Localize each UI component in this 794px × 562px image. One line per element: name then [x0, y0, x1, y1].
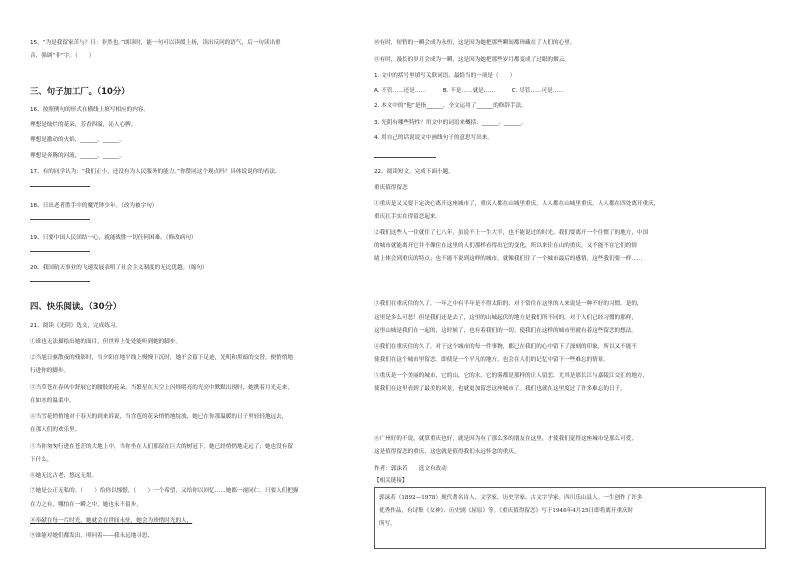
passage-line: 在如水的温柔中，	[30, 398, 75, 404]
q3-prompt: 3. 光阴有哪些特性？用文中的词语来概括：______、______。	[374, 120, 527, 126]
q21-prompt: 21、阅读《光阴》选文，完成练习。	[30, 323, 122, 329]
passage-line: ②当旭日驱散夜的残影时，当夕阳在地平线上慢慢下沉时，她不会留下足迹，光明和黑暗的交替，便悄悄地	[30, 355, 293, 361]
article-line: 使我们在这里看到了最美的风景，也就更加留恋这座城市了。我们也就在这里度过了许多难忘的日子。	[374, 386, 626, 392]
article-line: 重庆扛手实在得留恋起来。	[374, 214, 442, 220]
link-text-line: 郭沫若（1892—1978）现代著名诗人、文学家、历史学家、古文字学家。四川乐山县人。一生创作了许多	[379, 495, 643, 501]
q1-prompt: 1. 文中的括号里填写关联词语，最恰当的一项是（ ）	[374, 73, 516, 79]
article-line: ④我们在重庆住的久了，对于这个城市的每一件事物，都已在我们的心中留下了深刻的印象，所以又不能不	[374, 344, 637, 350]
article-line: 使我们在这个城市里留恋。即使是一个平凡的地方，也会在人们的记忆中留下一些难忘的情景。	[374, 357, 609, 363]
q15-line2: 音，强调“非”字。（ ）	[30, 53, 95, 59]
related-link-box	[374, 487, 766, 549]
answer-line	[374, 157, 436, 158]
q22-prompt: 22、阅读短文，完成下面小题。	[374, 169, 454, 175]
q16-blank-1: 理想是激动的火焰，______，______。	[30, 137, 126, 143]
article-line: ①重庆是又又要下定决心离开这座城市了，重庆人都在山城里重庆，人人都在山城里重庆，人人都在四处离开重庆，	[374, 201, 660, 207]
link-heading: 【相关链接】	[374, 478, 408, 484]
article-line: 这里山城是我们在一起的，这时候了，也有着我们的一切。使我们在这样的城市里就有着这些留恋的想法。	[374, 328, 637, 334]
q20-prompt: 20、我国航天事业的飞速发展表明了社会主义制度的无比优越。（缩句）	[30, 265, 208, 271]
passage-line: ⑨谁能对她们都发出，叩问着——我永远地寻思，	[30, 533, 154, 539]
passage-line: ④当雪花悄悄地对于春天的到来诉说，当含苞的花朵悄悄地绽放，她已在你那温暖的日子里轻轻地远去，	[30, 414, 288, 420]
answer-line	[30, 186, 90, 187]
link-text-line: 所写。	[379, 521, 396, 527]
passage-line: ⑤当你匆匆行进在苍茫的大地上中，当你坐在人们那留在巨大的树冠下，她已经悄悄地走远了；她也没有留	[30, 444, 293, 450]
passage-line: 在那人们的欢乐里。	[30, 427, 81, 433]
section3-title: 三、句子加工厂。（10分）	[30, 86, 130, 96]
passage-line: ⑥她无比古老，悠远无垠。	[30, 473, 98, 479]
q16-example: 理想是灿烂的花朵，芳香四溢，沁人心脾。	[30, 122, 137, 128]
author-line: 作者：郭沫若 选文有改动	[374, 466, 447, 472]
passage-line: ⑦她是公正无私的。（ ）给你以憧憬，（ ）一个希望，又给你以回忆……她都一视同仁。只要人们把握	[30, 488, 299, 494]
q16-prompt: 16、按照例句的形式在横线上填写相应的内容。	[30, 107, 149, 113]
q18-prompt: 18、日出老者胜手中的魔咒钟少年。（改为被字句）	[30, 203, 158, 209]
passage-line: 在力之有，哪怕在一瞬之中，她也永不留步，	[30, 502, 142, 508]
section4-title: 四、快乐阅读。（30分）	[30, 301, 122, 311]
q4-prompt: 4. 用自己的话说说文中画线句子的意思写出来。	[374, 135, 493, 141]
q16-blank-2: 理想是奔腾的河流，______，______。	[30, 153, 126, 159]
article-line: ⑥广州好的不说，就算重庆也好，就是因为有了那么多的朋友在这里，才使我们觉得这座城市是那么可爱，	[374, 436, 637, 442]
q19-prompt: 19、只要中国人民团结一心，就能战胜一切任何困难。（修改病句）	[30, 235, 197, 241]
q2-prompt: 2. 本文中的“他”是指______，全文运用了______的修辞手法。	[374, 103, 527, 109]
passage-line: 行进你的脚步。	[30, 368, 70, 374]
passage-line: ⑩有时，短暂的一瞬会成为永恒，这是因为她把那些瞬间都珍藏在了人们的心里。	[374, 40, 576, 46]
passage-line: ①谁也无法描绘出她的面目，但世界上处处能听到她的脚步。	[30, 339, 182, 345]
q17-prompt: 17、有的同学认为：“我们正小，还没有为人民服务的能力。”你赞同这个观点吗？具体说说你的看法。	[30, 169, 281, 175]
article-line: 这是值得留恋的重庆，这也就是值得我们永远怀念的重庆。	[374, 449, 520, 455]
q1-options: A. 不管……还是…… B. 不是……就是…… C. 尽管……可是……	[374, 88, 564, 94]
article-line: ③我们在重庆住的久了，一年之中有半年是不得太阳的，对于常住在这里的人来说是一种不好的习惯。是的，	[374, 301, 643, 307]
q15-line1: 15、“为是我留家苦与？日：非然也。”朗读时，能一句可以读缓上扬，读出反问的语气，后一句读出重	[30, 40, 281, 46]
article-line: 的城市就能离开它并不像住在这里的人们那样看得出它的变化，所以来住在山的重庆，又不能不在它们的情	[374, 243, 637, 249]
article-line: 绪上体会到重庆的特点；也不能不说到这样的城市，就像我们住了一个城市最后的感情，这些我们要一样……	[374, 256, 643, 262]
article-line: 这里是多么可恶！但是我们还是去了，这里的山城起伏的地方是我们所不同的。对于人们已经习惯的那样，	[374, 315, 637, 321]
link-text-line: 优秀作品，有诗集《女神》、历史剧《屈原》等。《重庆值得留恋》写于1946年4月25日即将离开重庆时	[379, 508, 634, 514]
underlined-passage-line: ⑧奉献在每一片时光，她就会在世间永驻，她会为珍惜时光的人，	[30, 518, 193, 524]
answer-line	[30, 281, 90, 282]
passage-line: ⑪有时，漫长的岁月会成为一瞬，这是因为她把那些岁月都变成了过眼的烟云。	[374, 57, 570, 63]
article-line: ②我们这些人一住就住了七八年，虽说不上一生大半，也不能说过的时光。我们要离开一个住惯了的地方，中国	[374, 230, 649, 236]
answer-line	[30, 251, 90, 252]
article-title: 重庆值得留恋	[374, 185, 408, 191]
answer-line	[30, 219, 90, 220]
article-line: ⑤重庆是一个美丽的城市，它的山，它的水，它的雾都是那样的让人留恋，尤其是那长江与嘉陵江交汇的地方，	[374, 373, 649, 379]
passage-line: ③当草苍在春风中舒展它的腰肢的花朵，当繁星在天空上闪烁明亮的光亮中默默出现时，她携着月光走来，	[30, 385, 293, 391]
passage-line: 下什么。	[30, 457, 53, 463]
